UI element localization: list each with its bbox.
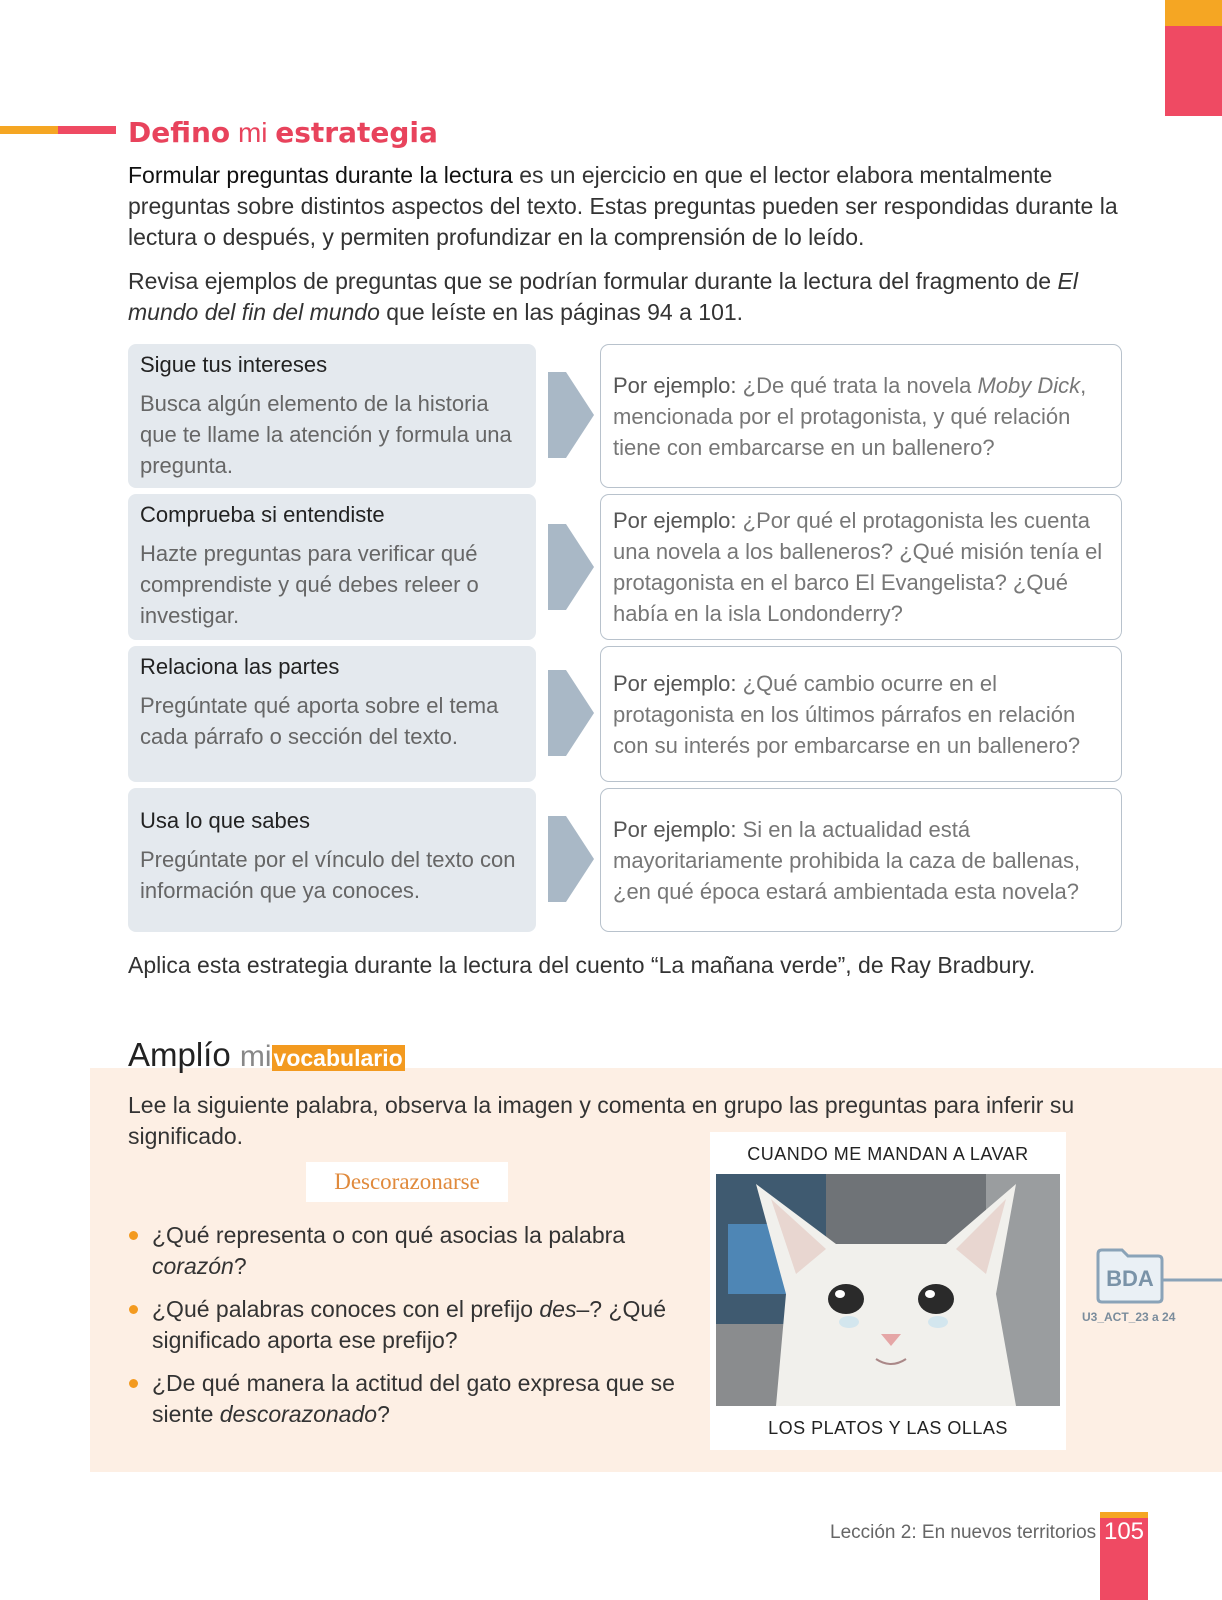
corner-tab-pink [1165, 26, 1222, 116]
example-card-2 [600, 494, 1122, 640]
strategy-review [128, 266, 1118, 328]
page-number: 105 [1103, 1518, 1145, 1545]
example-text-part: ¿De qué trata la novela [736, 372, 978, 398]
apply-strategy-text: Aplica esta estrategia durante la lectura del cuento “La mañana verde”, de Ray Bradbury. [128, 952, 1036, 978]
bda-label: BDA [1106, 1266, 1154, 1291]
question-1 [128, 1220, 688, 1282]
arrow-right-icon [548, 524, 594, 610]
question-text: ? [233, 1253, 247, 1279]
corner-tab-orange [1165, 0, 1222, 26]
example-text-part: ¿Qué cambio ocurre en el protagonista en los últimos párrafos en relación con su interés por embarcarse en un ballenero? [613, 670, 1081, 758]
meme-top-caption: CUANDO ME MANDAN A LAVAR [747, 1144, 1029, 1164]
vocabulary-heading [128, 1036, 405, 1074]
strategy-card-4 [128, 788, 536, 932]
example-text-part: , mencionada por el protagonista, y qué relación tiene con embarcarse en un ballenero? [613, 372, 1087, 460]
strategy-card-desc: Pregúntate qué aporta sobre el tema cada párrafo o sección del texto. [140, 693, 499, 749]
strategy-card-desc: Pregúntate por el vínculo del texto con información que ya conoces. [140, 847, 516, 903]
example-text [613, 668, 1109, 761]
example-label: Por ejemplo: [613, 816, 737, 842]
heading-accent-pink [58, 126, 116, 134]
example-text-part: Si en la actualidad está mayoritariamente prohibida la caza de ballenas, ¿en qué época estará ambientada esta novela? [613, 816, 1081, 904]
strategy-card-desc: Hazte preguntas para verificar qué comprendiste y qué debes releer o investigar. [140, 541, 479, 628]
example-card-1 [600, 344, 1122, 488]
strategy-heading-word1: Defino [128, 116, 231, 149]
example-card-3 [600, 646, 1122, 782]
arrow-right-icon [548, 816, 594, 902]
example-card-4 [600, 788, 1122, 932]
vocab-heading-highlight: vocabulario [273, 1045, 403, 1071]
arrow-right-icon [548, 372, 594, 458]
strategy-card-title: Usa lo que sabes [140, 808, 310, 833]
question-text: ¿Qué representa o con qué asocias la palabra [152, 1222, 626, 1248]
question-italic: corazón [152, 1253, 234, 1279]
example-italic: Moby Dick [977, 372, 1081, 398]
vocabulary-word: Descorazonarse [306, 1162, 508, 1202]
intro-bold: Formular preguntas durante la lectura [128, 162, 513, 188]
example-label: Por ejemplo: [613, 508, 737, 533]
example-text [613, 370, 1109, 463]
strategy-card-desc: Busca algún elemento de la historia que te llame la atención y formula una pregunta. [140, 391, 512, 478]
strategy-heading [128, 116, 438, 149]
question-2 [128, 1294, 688, 1356]
example-text [613, 505, 1109, 629]
vocab-heading-mi: mi [239, 1040, 272, 1073]
strategy-card-title: Relaciona las partes [140, 654, 340, 679]
arrow-right-icon [548, 670, 594, 756]
bda-code: U3_ACT_23 a 24 [1082, 1310, 1176, 1324]
strategy-intro [128, 160, 1118, 253]
vocab-heading-main: Amplío [128, 1036, 231, 1073]
strategy-card-title: Sigue tus intereses [140, 352, 328, 377]
question-text: ¿Qué palabras conoces con el prefijo [152, 1296, 540, 1322]
strategy-heading-mi: mi [237, 117, 268, 148]
strategy-heading-word2: estrategia [275, 116, 438, 149]
example-text-part: ¿Por qué el protagonista les cuenta una novela a los balleneros? ¿Qué misión tenía el protagonista en el barco El Evangelista? ¿Qué había en la isla Londonderry? [613, 508, 1103, 626]
crying-cat-image [716, 1174, 1060, 1406]
strategy-card-2 [128, 494, 536, 640]
review-book-title: El mundo del fin del mundo [128, 268, 1078, 325]
vocab-instruction: Lee la siguiente palabra, observa la imagen y comenta en grupo las preguntas para inferir su significado. [128, 1092, 1075, 1149]
example-label: Por ejemplo: [613, 372, 737, 398]
question-italic: descorazonado [219, 1401, 378, 1427]
intro-rest: es un ejercicio en que el lector elabora mentalmente preguntas sobre distintos aspectos del texto. Estas preguntas pueden ser respondidas durante la lectura o después, y permiten profundizar en la comprensión de lo leído. [128, 162, 1118, 250]
strategy-card-3 [128, 646, 536, 782]
question-text: –? ¿Qué significado aporta ese prefijo? [152, 1296, 666, 1353]
question-3 [128, 1368, 688, 1430]
meme-bottom-caption: LOS PLATOS Y LAS OLLAS [768, 1418, 1008, 1438]
question-italic: des [539, 1296, 577, 1322]
review-pre: Revisa ejemplos de preguntas que se podrían formular durante la lectura del fragmento de [128, 268, 1058, 294]
review-post: que leíste en las páginas 94 a 101. [379, 299, 744, 325]
heading-accent-orange [0, 126, 58, 134]
example-label: Por ejemplo: [613, 670, 737, 696]
question-text: ¿De qué manera la actitud del gato expresa que se siente [152, 1370, 675, 1427]
lesson-footer: Lección 2: En nuevos territorios [830, 1522, 1097, 1543]
question-text: ? [377, 1401, 390, 1427]
strategy-card-1 [128, 344, 536, 488]
strategy-card-title: Comprueba si entendiste [140, 502, 385, 527]
example-text [613, 814, 1109, 907]
